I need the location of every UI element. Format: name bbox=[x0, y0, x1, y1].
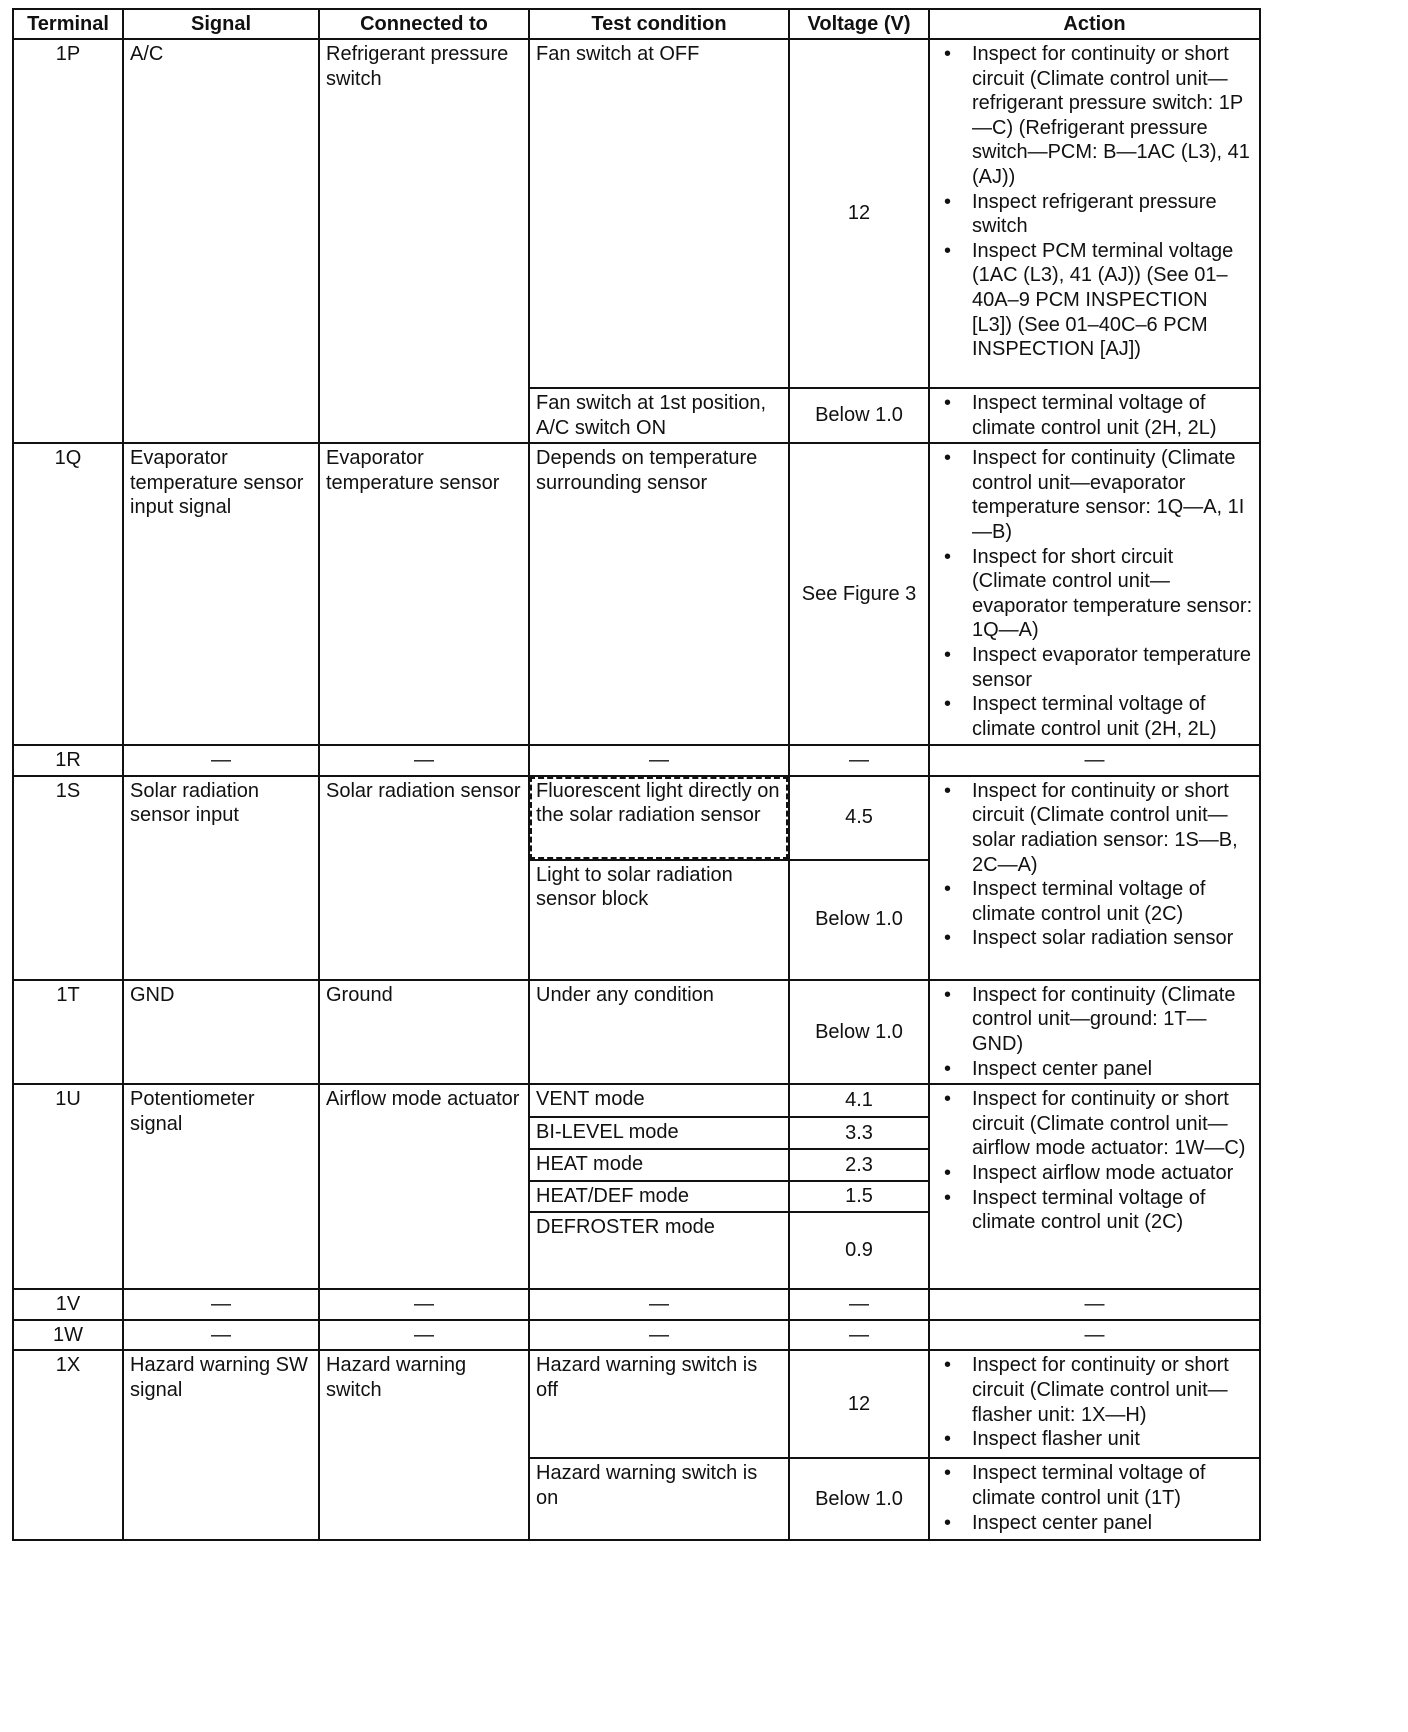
voltage-cell: — bbox=[789, 745, 929, 776]
connected-to-cell: — bbox=[319, 1320, 529, 1351]
action-cell bbox=[929, 1458, 1260, 1540]
action-list bbox=[936, 42, 1253, 362]
action-cell bbox=[929, 388, 1260, 443]
header-voltage: Voltage (V) bbox=[789, 9, 929, 39]
test-condition-cell: Depends on temperature surrounding sensor bbox=[529, 443, 789, 745]
action-item: • Inspect for continuity (Climate control unit—ground: 1T—GND) bbox=[972, 983, 1253, 1057]
connected-to-cell: Evaporator temperature sensor bbox=[319, 443, 529, 745]
header-terminal: Terminal bbox=[13, 9, 123, 39]
action-item: • Inspect terminal voltage of climate control unit (2C) bbox=[972, 1186, 1253, 1235]
terminal-cell: 1V bbox=[13, 1289, 123, 1320]
action-item: • Inspect center panel bbox=[972, 1057, 1253, 1082]
action-item: • Inspect for continuity or short circuit (Climate control unit—refrigerant pressure switch: 1P—C) (Refrigerant pressure switch—PCM: B—1AC (L3), 41 (AJ)) bbox=[972, 42, 1253, 190]
action-list bbox=[936, 1461, 1253, 1535]
action-item: • Inspect for continuity (Climate control unit—evaporator temperature sensor: 1Q—A, 1I—B) bbox=[972, 446, 1253, 544]
voltage-cell: 4.5 bbox=[789, 776, 929, 860]
connected-to-cell: — bbox=[319, 1289, 529, 1320]
table-row bbox=[13, 39, 1260, 388]
header-row bbox=[13, 9, 1260, 39]
table-row bbox=[13, 1350, 1260, 1458]
connected-to-cell: Refrigerant pressure switch bbox=[319, 39, 529, 443]
voltage-cell: 1.5 bbox=[789, 1181, 929, 1212]
action-item: • Inspect evaporator temperature sensor bbox=[972, 643, 1253, 692]
action-list bbox=[936, 779, 1253, 951]
signal-cell: Solar radiation sensor input bbox=[123, 776, 319, 980]
header-action: Action bbox=[929, 9, 1260, 39]
action-cell: — bbox=[929, 1289, 1260, 1320]
terminal-cell: 1P bbox=[13, 39, 123, 443]
action-list bbox=[936, 1353, 1253, 1451]
test-condition-cell: Fluorescent light directly on the solar radiation sensor bbox=[529, 776, 789, 860]
signal-cell: — bbox=[123, 745, 319, 776]
terminal-cell: 1T bbox=[13, 980, 123, 1084]
voltage-cell: — bbox=[789, 1320, 929, 1351]
terminal-cell: 1S bbox=[13, 776, 123, 980]
action-cell bbox=[929, 980, 1260, 1084]
connected-to-cell: Solar radiation sensor bbox=[319, 776, 529, 980]
action-item: • Inspect airflow mode actuator bbox=[972, 1161, 1253, 1186]
voltage-cell: Below 1.0 bbox=[789, 1458, 929, 1540]
action-item: • Inspect terminal voltage of climate control unit (2H, 2L) bbox=[972, 692, 1253, 741]
test-condition-cell: Hazard warning switch is off bbox=[529, 1350, 789, 1458]
voltage-cell: 4.1 bbox=[789, 1084, 929, 1117]
action-list bbox=[936, 391, 1253, 440]
action-list bbox=[936, 983, 1253, 1081]
action-item: • Inspect terminal voltage of climate control unit (2H, 2L) bbox=[972, 391, 1253, 440]
terminal-cell: 1W bbox=[13, 1320, 123, 1351]
action-list bbox=[936, 446, 1253, 741]
test-condition-cell: HEAT/DEF mode bbox=[529, 1181, 789, 1212]
voltage-cell: 3.3 bbox=[789, 1117, 929, 1149]
voltage-cell: — bbox=[789, 1289, 929, 1320]
test-condition-cell: Fan switch at OFF bbox=[529, 39, 789, 388]
action-cell bbox=[929, 1350, 1260, 1458]
signal-cell: Potentiometer signal bbox=[123, 1084, 319, 1289]
voltage-cell: Below 1.0 bbox=[789, 860, 929, 980]
connected-to-cell: Airflow mode actuator bbox=[319, 1084, 529, 1289]
connected-to-cell: Ground bbox=[319, 980, 529, 1084]
action-item: • Inspect refrigerant pressure switch bbox=[972, 190, 1253, 239]
action-item: • Inspect solar radiation sensor bbox=[972, 926, 1253, 951]
voltage-cell: 0.9 bbox=[789, 1212, 929, 1289]
test-condition-cell: — bbox=[529, 1289, 789, 1320]
test-condition-cell: Under any condition bbox=[529, 980, 789, 1084]
action-item: • Inspect for continuity or short circuit (Climate control unit—solar radiation sensor: 1S—B, 2C—A) bbox=[972, 779, 1253, 877]
connected-to-cell: Hazard warning switch bbox=[319, 1350, 529, 1540]
action-cell: — bbox=[929, 1320, 1260, 1351]
action-item: • Inspect PCM terminal voltage (1AC (L3), 41 (AJ)) (See 01–40A–9 PCM INSPECTION [L3]) (See 01–40C–6 PCM INSPECTION [AJ]) bbox=[972, 239, 1253, 362]
test-condition-cell: BI-LEVEL mode bbox=[529, 1117, 789, 1149]
table-row bbox=[13, 1320, 1260, 1351]
action-item: • Inspect for continuity or short circuit (Climate control unit—flasher unit: 1X—H) bbox=[972, 1353, 1253, 1427]
header-connected-to: Connected to bbox=[319, 9, 529, 39]
header-signal: Signal bbox=[123, 9, 319, 39]
test-condition-cell: Light to solar radiation sensor block bbox=[529, 860, 789, 980]
signal-cell: GND bbox=[123, 980, 319, 1084]
terminal-cell: 1X bbox=[13, 1350, 123, 1540]
action-list bbox=[936, 1087, 1253, 1235]
action-cell bbox=[929, 443, 1260, 745]
test-condition-cell: Hazard warning switch is on bbox=[529, 1458, 789, 1540]
test-condition-cell: Fan switch at 1st position, A/C switch ON bbox=[529, 388, 789, 443]
action-item: • Inspect center panel bbox=[972, 1511, 1253, 1536]
test-condition-cell: — bbox=[529, 1320, 789, 1351]
signal-cell: — bbox=[123, 1289, 319, 1320]
action-item: • Inspect terminal voltage of climate control unit (1T) bbox=[972, 1461, 1253, 1510]
signal-cell: — bbox=[123, 1320, 319, 1351]
action-cell bbox=[929, 39, 1260, 388]
table-row bbox=[13, 1084, 1260, 1117]
terminal-inspection-table bbox=[12, 8, 1261, 1541]
terminal-cell: 1U bbox=[13, 1084, 123, 1289]
table-row bbox=[13, 980, 1260, 1084]
test-condition-cell: VENT mode bbox=[529, 1084, 789, 1117]
action-cell: — bbox=[929, 745, 1260, 776]
header-test-condition: Test condition bbox=[529, 9, 789, 39]
table-row bbox=[13, 1289, 1260, 1320]
signal-cell: Evaporator temperature sensor input signal bbox=[123, 443, 319, 745]
table-row bbox=[13, 745, 1260, 776]
terminal-cell: 1Q bbox=[13, 443, 123, 745]
action-cell bbox=[929, 1084, 1260, 1289]
action-item: • Inspect for short circuit (Climate control unit—evaporator temperature sensor: 1Q—A) bbox=[972, 545, 1253, 643]
action-item: • Inspect for continuity or short circuit (Climate control unit—airflow mode actuator: 1W—C) bbox=[972, 1087, 1253, 1161]
action-cell bbox=[929, 776, 1260, 980]
test-condition-cell: HEAT mode bbox=[529, 1149, 789, 1181]
connected-to-cell: — bbox=[319, 745, 529, 776]
signal-cell: A/C bbox=[123, 39, 319, 443]
terminal-cell: 1R bbox=[13, 745, 123, 776]
signal-cell: Hazard warning SW signal bbox=[123, 1350, 319, 1540]
action-item: • Inspect terminal voltage of climate control unit (2C) bbox=[972, 877, 1253, 926]
voltage-cell: Below 1.0 bbox=[789, 980, 929, 1084]
table-row bbox=[13, 443, 1260, 745]
voltage-cell: 12 bbox=[789, 1350, 929, 1458]
voltage-cell: Below 1.0 bbox=[789, 388, 929, 443]
action-item: • Inspect flasher unit bbox=[972, 1427, 1253, 1452]
voltage-cell: See Figure 3 bbox=[789, 443, 929, 745]
test-condition-cell: DEFROSTER mode bbox=[529, 1212, 789, 1289]
voltage-cell: 12 bbox=[789, 39, 929, 388]
test-condition-cell: — bbox=[529, 745, 789, 776]
voltage-cell: 2.3 bbox=[789, 1149, 929, 1181]
table-row bbox=[13, 776, 1260, 860]
